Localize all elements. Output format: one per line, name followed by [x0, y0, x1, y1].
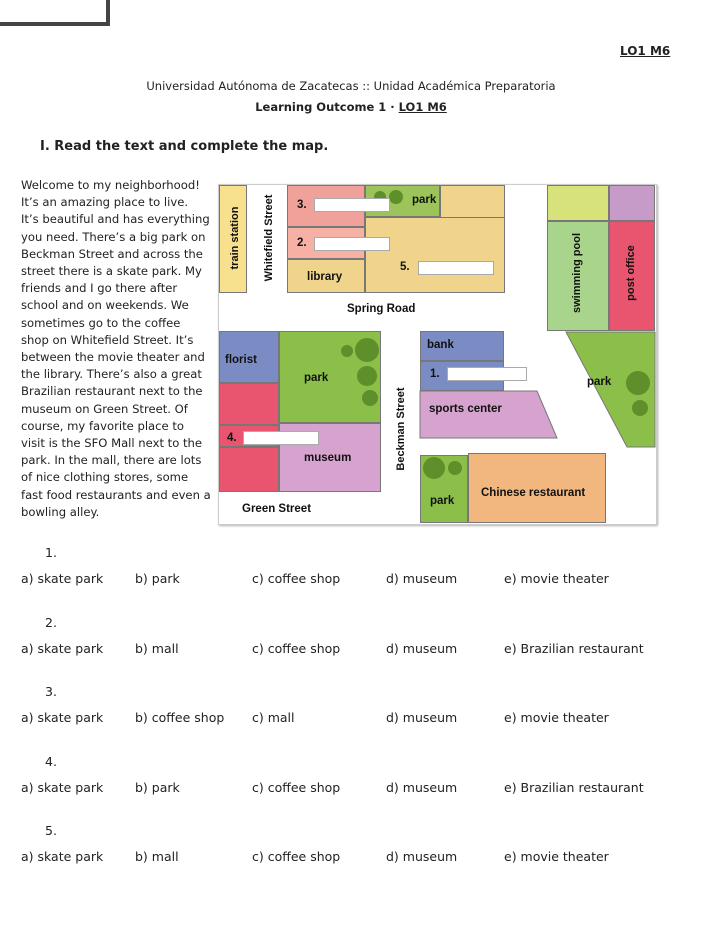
option-b[interactable]: b) park [135, 571, 180, 586]
slot-number-4: 4. [227, 432, 237, 444]
tree-icon [341, 345, 353, 357]
option-e[interactable]: e) movie theater [504, 849, 609, 864]
para-line: Beckman Street and across the [21, 246, 203, 261]
tree-icon [362, 390, 378, 406]
option-b[interactable]: b) coffee shop [135, 710, 225, 725]
bank-label: bank [427, 339, 454, 351]
question-number: 5. [45, 823, 57, 838]
para-line: course, my favorite place to [21, 418, 184, 433]
library-label: library [307, 271, 343, 283]
outcome-code: LO1 M6 [398, 100, 447, 114]
corner-box [0, 0, 110, 26]
option-d[interactable]: d) museum [386, 641, 458, 656]
option-c[interactable]: c) coffee shop [252, 849, 341, 864]
tree-icon [632, 400, 648, 416]
para-line: friends and I go there after [21, 281, 178, 296]
slot-number-1: 1. [430, 368, 440, 380]
para-line: bowling alley. [21, 504, 100, 519]
option-b[interactable]: b) park [135, 780, 180, 795]
option-e[interactable]: e) movie theater [504, 571, 609, 586]
train-station-label: train station [229, 206, 241, 270]
outcome-prefix: Learning Outcome 1 · [255, 100, 399, 114]
para-line: park. In the mall, there are lots [21, 453, 202, 468]
tree-icon [389, 190, 403, 204]
option-d[interactable]: d) museum [386, 571, 458, 586]
park-bottom-label: park [430, 495, 455, 507]
post-office-label: post office [625, 245, 637, 301]
option-d[interactable]: d) museum [386, 849, 458, 864]
para-line: you need. There’s a big park on [21, 229, 206, 244]
option-b[interactable]: b) mall [135, 849, 179, 864]
para-line: the library. There’s also a great [21, 367, 202, 382]
sports-center-shape [419, 390, 559, 440]
para-line: street there is a skate park. My [21, 264, 202, 279]
park-right-label: park [587, 376, 612, 388]
block-5 [365, 217, 505, 293]
spring-road-label: Spring Road [347, 303, 416, 315]
tree-icon [626, 371, 650, 395]
question-number: 3. [45, 684, 57, 699]
whitefield-street-label: Whitefield Street [263, 194, 275, 282]
option-d[interactable]: d) museum [386, 780, 458, 795]
para-line: It’s beautiful and has everything [21, 212, 210, 227]
pink-block [219, 383, 279, 425]
answer-slot-4[interactable] [243, 431, 319, 445]
para-line: Welcome to my neighborhood! [21, 178, 200, 192]
option-e[interactable]: e) movie theater [504, 710, 609, 725]
para-line: Brazilian restaurant next to the [21, 384, 203, 399]
swimming-pool-label: swimming pool [571, 232, 583, 314]
sports-center-label: sports center [429, 403, 502, 415]
pink-lower-block [219, 447, 279, 492]
option-d[interactable]: d) museum [386, 710, 458, 725]
option-a[interactable]: a) skate park [21, 849, 104, 864]
neighborhood-map [218, 184, 657, 525]
learning-outcome [0, 100, 702, 114]
tree-icon [448, 461, 462, 475]
reading-paragraph [21, 177, 217, 521]
question-number: 1. [45, 545, 57, 560]
yellowgreen-block [547, 185, 609, 221]
florist-label: florist [225, 354, 257, 366]
para-line: visit is the SFO Mall next to the [21, 436, 203, 451]
para-line: between the movie theater and [21, 350, 205, 365]
slot-number-3: 3. [297, 199, 307, 211]
lavender-block [609, 185, 655, 221]
answer-slot-3[interactable] [314, 198, 390, 212]
tree-icon [357, 366, 377, 386]
option-c[interactable]: c) coffee shop [252, 641, 341, 656]
option-a[interactable]: a) skate park [21, 780, 104, 795]
para-line: sometimes go to the coffee [21, 315, 181, 330]
slot-number-5: 5. [400, 261, 410, 273]
para-line: It’s an amazing place to live. [21, 195, 189, 210]
para-line: shop on Whitefield Street. It’s [21, 332, 194, 347]
chinese-restaurant-label: Chinese restaurant [481, 487, 586, 499]
option-c[interactable]: c) coffee shop [252, 780, 341, 795]
option-e[interactable]: e) Brazilian restaurant [504, 641, 644, 656]
park-mid-label: park [304, 372, 329, 384]
document-code: LO1 M6 [620, 44, 671, 58]
park-top-label: park [412, 194, 437, 206]
answer-slot-2[interactable] [314, 237, 390, 251]
para-line: school and on weekends. We [21, 298, 189, 313]
option-e[interactable]: e) Brazilian restaurant [504, 780, 644, 795]
option-a[interactable]: a) skate park [21, 641, 104, 656]
option-b[interactable]: b) mall [135, 641, 179, 656]
green-street-label: Green Street [242, 503, 312, 515]
question-number: 4. [45, 754, 57, 769]
option-a[interactable]: a) skate park [21, 571, 104, 586]
block-5-top [440, 185, 505, 217]
para-line: museum on Green Street. Of [21, 401, 188, 416]
answer-slot-5[interactable] [418, 261, 494, 275]
museum-label: museum [304, 452, 352, 464]
option-c[interactable]: c) mall [252, 710, 295, 725]
university-name: Universidad Autónoma de Zacatecas :: Unidad Académica Preparatoria [146, 79, 556, 93]
tree-icon [355, 338, 379, 362]
beckman-street-label: Beckman Street [395, 387, 407, 471]
option-c[interactable]: c) coffee shop [252, 571, 341, 586]
tree-icon [423, 457, 445, 479]
answer-slot-1[interactable] [447, 367, 527, 381]
para-line: fast food restaurants and even a [21, 487, 211, 502]
question-number: 2. [45, 615, 57, 630]
option-a[interactable]: a) skate park [21, 710, 104, 725]
para-line: of nice clothing stores, some [21, 470, 189, 485]
instruction: I. Read the text and complete the map. [40, 139, 329, 154]
slot-number-2: 2. [297, 237, 307, 249]
